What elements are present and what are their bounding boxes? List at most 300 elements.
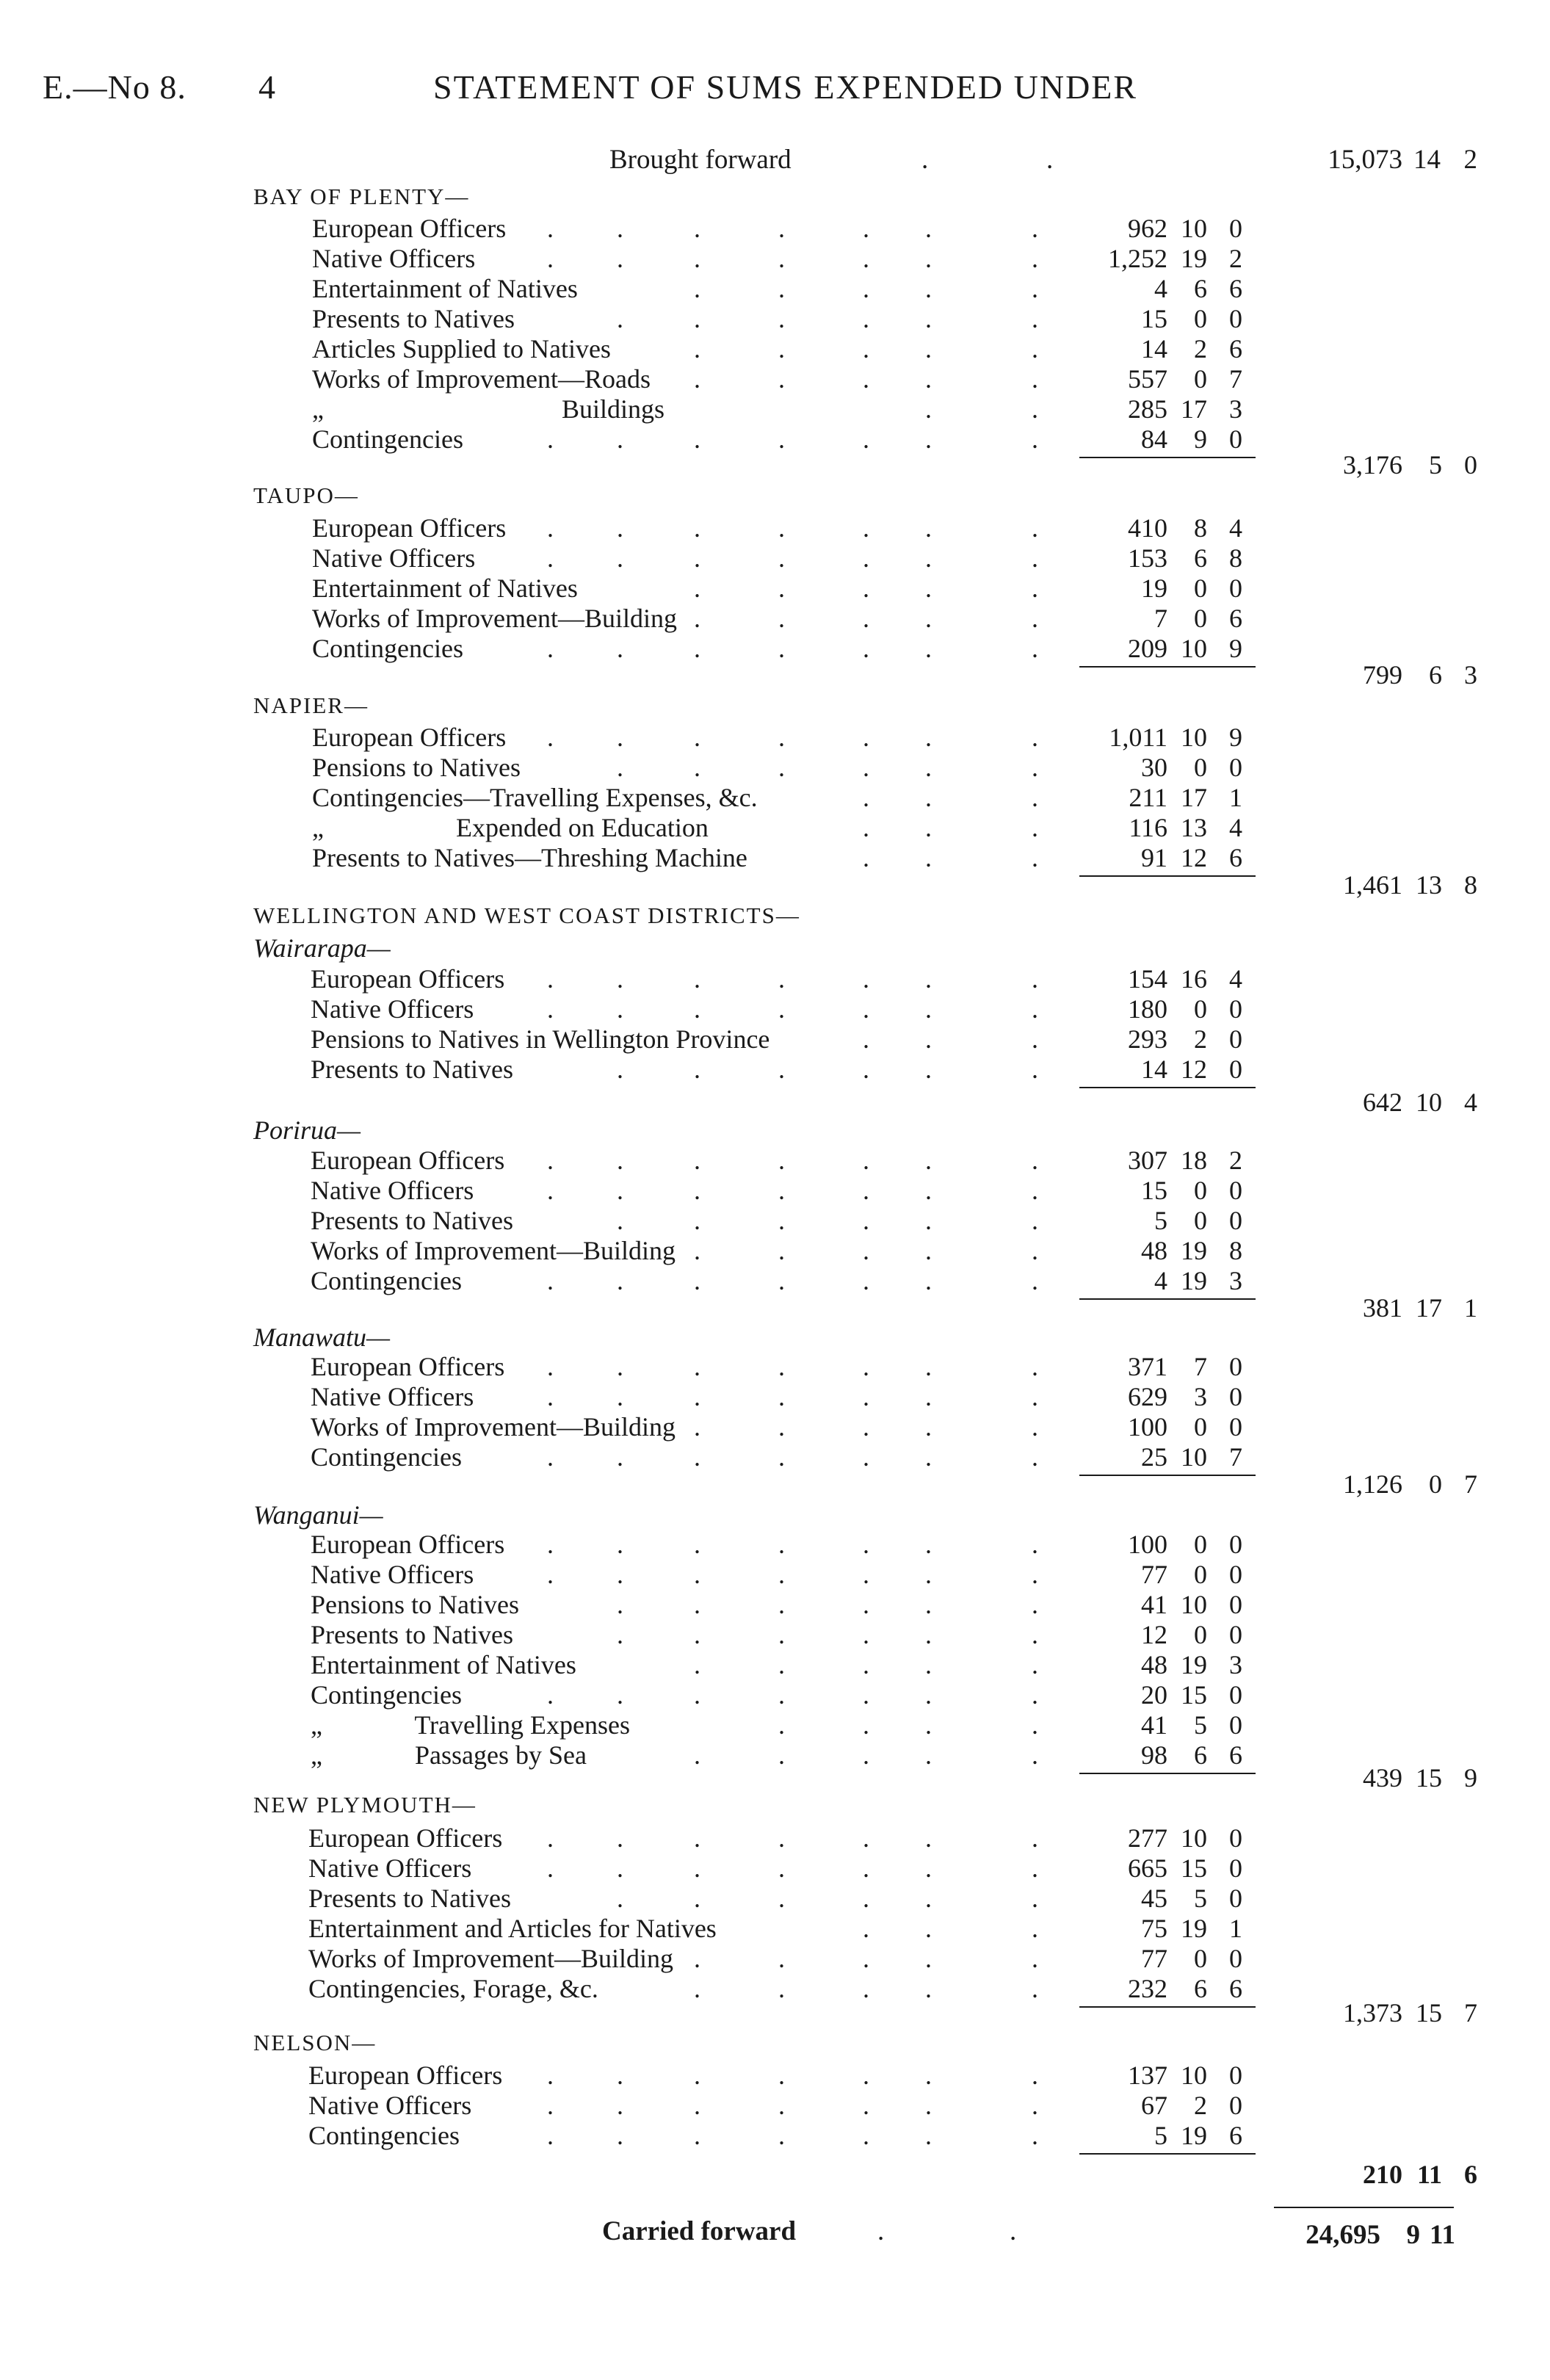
line-item-label: Works of Improvement—Building — [308, 1944, 674, 1973]
amount-pounds: 153 — [1128, 543, 1167, 573]
amount-pounds: 3,176 — [1343, 450, 1402, 480]
amount-shillings: 0 — [1429, 1469, 1442, 1499]
line-item-label: Native Officers — [312, 244, 476, 273]
leader-dot: . — [617, 513, 623, 543]
amount-pounds: 211 — [1129, 783, 1167, 812]
leader-dot: . — [617, 994, 623, 1024]
amount-pounds: 7 — [1154, 604, 1167, 633]
leader-dot: . — [694, 604, 700, 633]
leader-dot: . — [863, 1914, 869, 1943]
line-item-label: European Officers — [312, 513, 507, 543]
leader-dot: . — [863, 304, 869, 333]
amount-pence: 7 — [1229, 1442, 1242, 1472]
leader-dot: . — [1032, 1680, 1038, 1710]
amount-shillings: 10 — [1416, 1088, 1442, 1117]
leader-dot: . — [925, 843, 932, 872]
amount-pounds: 154 — [1128, 964, 1167, 994]
amount-pence: 6 — [1229, 274, 1242, 303]
leader-dot: . — [863, 1442, 869, 1472]
leader-dot: . — [617, 1680, 623, 1710]
amount-pence: 7 — [1229, 364, 1242, 394]
leader-dot: . — [694, 1442, 700, 1472]
amount-row — [0, 2090, 1550, 2120]
amount-pence: 0 — [1229, 574, 1242, 603]
amount-pence: 3 — [1229, 1650, 1242, 1679]
amount-shillings: 19 — [1181, 1266, 1207, 1295]
leader-dot: . — [925, 543, 932, 573]
amount-shillings: 19 — [1181, 244, 1207, 273]
amount-row — [0, 1235, 1550, 1265]
amount-pounds: 67 — [1141, 2091, 1167, 2120]
amount-shillings: 0 — [1194, 364, 1207, 394]
leader-dot: . — [694, 1650, 700, 1679]
line-item-label: Presents to Natives — [311, 1620, 513, 1649]
leader-dot: . — [617, 1884, 623, 1913]
amount-row — [0, 363, 1550, 394]
amount-pounds: 285 — [1128, 394, 1167, 424]
leader-dot: . — [694, 1055, 700, 1084]
leader-dot: . — [778, 1352, 785, 1381]
leader-dot: . — [778, 634, 785, 663]
line-item-label: „ Buildings — [312, 394, 665, 424]
amount-row — [0, 659, 1550, 690]
leader-dot: . — [863, 1412, 869, 1442]
leader-dot: . — [1032, 604, 1038, 633]
amount-pounds: 20 — [1141, 1680, 1167, 1710]
section-title: BAY OF PLENTY— — [253, 184, 470, 209]
amount-shillings: 7 — [1194, 1352, 1207, 1381]
leader-dot: . — [925, 1884, 932, 1913]
leader-dot: . — [925, 723, 932, 752]
amount-shillings: 0 — [1194, 1560, 1207, 1589]
amount-shillings: 2 — [1194, 334, 1207, 363]
leader-dot: . — [617, 964, 623, 994]
leader-dot: . — [1032, 783, 1038, 812]
leader-dot: . — [863, 634, 869, 663]
amount-shillings: 0 — [1194, 304, 1207, 333]
amount-row — [0, 752, 1550, 782]
leader-dot: . — [694, 334, 700, 363]
leader-dot: . — [1032, 1176, 1038, 1205]
amount-shillings: 8 — [1194, 513, 1207, 543]
leader-dot: . — [694, 964, 700, 994]
leader-dot: . — [694, 1944, 700, 1973]
amount-pounds: 293 — [1128, 1024, 1167, 1054]
leader-dot: . — [617, 1206, 623, 1235]
line-item-label: Contingencies — [308, 2121, 460, 2150]
leader-dot: . — [694, 513, 700, 543]
amount-shillings: 10 — [1181, 1823, 1207, 1853]
amount-row — [0, 1943, 1550, 1973]
leader-dot: . — [694, 2091, 700, 2120]
line-item-label: European Officers — [311, 1146, 505, 1175]
district-subtitle: Wairarapa— — [253, 933, 391, 963]
amount-pence: 0 — [1229, 1823, 1242, 1853]
amount-pence: 0 — [1229, 214, 1242, 243]
leader-dot: . — [925, 1944, 932, 1973]
leader-dot: . — [1032, 634, 1038, 663]
leader-dot: . — [925, 1823, 932, 1853]
amount-shillings: 3 — [1194, 1382, 1207, 1411]
amount-pence: 3 — [1229, 1266, 1242, 1295]
leader-dot: . — [863, 2091, 869, 2120]
line-item-label: Works of Improvement—Building — [311, 1236, 676, 1265]
amount-pence: 0 — [1229, 1352, 1242, 1381]
leader-dot: . — [863, 274, 869, 303]
leader-dot: . — [863, 1710, 869, 1740]
leader-dot: . — [925, 783, 932, 812]
leader-dot: . — [925, 1560, 932, 1589]
leader-dot: . — [1032, 1974, 1038, 2003]
amount-row — [0, 1175, 1550, 1205]
line-item-label: „ Expended on Education — [312, 813, 709, 842]
leader-dot: . — [694, 274, 700, 303]
leader-dot: . — [547, 1530, 554, 1559]
leader-dot: . — [778, 1560, 785, 1589]
line-item-label: European Officers — [311, 964, 505, 994]
amount-pounds: 75 — [1141, 1914, 1167, 1943]
line-item-label: „ Travelling Expenses — [311, 1710, 630, 1740]
amount-pounds: 77 — [1141, 1944, 1167, 1973]
leader-dot: . — [778, 1382, 785, 1411]
leader-dot: . — [778, 964, 785, 994]
leader-dot: . — [1032, 2091, 1038, 2120]
leader-dot: . — [863, 1024, 869, 1054]
leader-dot: . — [778, 543, 785, 573]
leader-dot: . — [694, 214, 700, 243]
district-subtitle: Manawatu— — [253, 1323, 391, 1352]
amount-pence: 0 — [1229, 1024, 1242, 1054]
amount-shillings: 13 — [1416, 870, 1442, 900]
leader-dot: . — [925, 364, 932, 394]
leader-dot: . — [925, 574, 932, 603]
amount-shillings: 19 — [1181, 1236, 1207, 1265]
amount-row — [0, 1292, 1550, 1323]
leader-dot: . — [617, 723, 623, 752]
amount-pounds: 210 — [1363, 2160, 1402, 2189]
leader-dot: . — [863, 1146, 869, 1175]
leader-dot: . — [863, 723, 869, 752]
leader-dot: . — [1046, 145, 1054, 175]
amount-pence: 0 — [1229, 304, 1242, 333]
leader-dot: . — [547, 1146, 554, 1175]
amount-row — [0, 1762, 1550, 1793]
leader-dot: . — [863, 1352, 869, 1381]
leader-dot: . — [925, 1650, 932, 1679]
leader-dot: . — [694, 1974, 700, 2003]
leader-dot: . — [778, 723, 785, 752]
amount-row — [0, 213, 1550, 243]
leader-dot: . — [778, 214, 785, 243]
amount-shillings: 6 — [1194, 1740, 1207, 1770]
leader-dot: . — [547, 1176, 554, 1205]
leader-dot: . — [778, 1206, 785, 1235]
leader-dot: . — [1032, 274, 1038, 303]
leader-dot: . — [1032, 304, 1038, 333]
amount-shillings: 0 — [1194, 1530, 1207, 1559]
leader-dot: . — [1032, 574, 1038, 603]
leader-dot: . — [1032, 1442, 1038, 1472]
amount-row — [0, 1619, 1550, 1649]
leader-dot: . — [778, 1620, 785, 1649]
amount-pounds: 116 — [1129, 813, 1167, 842]
amount-pounds: 137 — [1128, 2061, 1167, 2090]
amount-pence: 7 — [1464, 1469, 1477, 1499]
amount-pence: 9 — [1229, 634, 1242, 663]
brought-forward-label: Brought forward — [609, 145, 792, 175]
amount-row — [0, 1679, 1550, 1710]
amount-pence: 0 — [1229, 1680, 1242, 1710]
amount-pence: 6 — [1229, 1974, 1242, 2003]
leader-dot: . — [1032, 1884, 1038, 1913]
leader-dot: . — [1032, 1740, 1038, 1770]
amount-pence: 2 — [1229, 1146, 1242, 1175]
leader-dot: . — [925, 994, 932, 1024]
amount-pounds: 799 — [1363, 660, 1402, 690]
amount-row — [0, 782, 1550, 812]
leader-dot: . — [925, 244, 932, 273]
amount-shillings: 19 — [1181, 1914, 1207, 1943]
amount-pounds: 41 — [1141, 1590, 1167, 1619]
amount-row — [0, 1024, 1550, 1054]
leader-dot: . — [694, 753, 700, 782]
leader-dot: . — [863, 543, 869, 573]
line-item-label: Native Officers — [308, 2091, 472, 2120]
leader-dot: . — [925, 1853, 932, 1883]
leader-dot: . — [863, 1530, 869, 1559]
leader-dot: . — [1032, 513, 1038, 543]
amount-row — [0, 1883, 1550, 1913]
amount-pence: 0 — [1229, 424, 1242, 454]
amount-pounds: 14 — [1141, 334, 1167, 363]
leader-dot: . — [778, 1853, 785, 1883]
amount-row — [0, 303, 1550, 333]
leader-dot: . — [1032, 364, 1038, 394]
leader-dot: . — [863, 1206, 869, 1235]
amount-pounds: 439 — [1363, 1763, 1402, 1793]
amount-shillings: 15 — [1181, 1680, 1207, 1710]
leader-dot: . — [925, 2061, 932, 2090]
leader-dot: . — [694, 1146, 700, 1175]
leader-dot: . — [1032, 1590, 1038, 1619]
leader-dot: . — [547, 994, 554, 1024]
section-title: NAPIER— — [253, 692, 369, 718]
amount-row — [0, 633, 1550, 663]
amount-pence: 4 — [1229, 813, 1242, 842]
amount-shillings: 0 — [1194, 753, 1207, 782]
line-item-label: Presents to Natives—Threshing Machine — [312, 843, 747, 872]
line-item-label: Pensions to Natives — [311, 1590, 519, 1619]
amount-shillings: 10 — [1181, 214, 1207, 243]
amount-shillings: 10 — [1181, 1590, 1207, 1619]
leader-dot: . — [778, 1412, 785, 1442]
line-item-label: Works of Improvement—Roads — [312, 364, 651, 394]
amount-shillings: 2 — [1194, 1024, 1207, 1054]
cf-pounds: 24,695 — [1305, 2220, 1380, 2250]
leader-dot: . — [778, 1823, 785, 1853]
leader-dot: . — [547, 634, 554, 663]
leader-dot: . — [617, 1266, 623, 1295]
leader-dot: . — [617, 634, 623, 663]
amount-pence: 9 — [1464, 1763, 1477, 1793]
district-subtitle: Wanganui— — [253, 1500, 383, 1530]
amount-row — [0, 1442, 1550, 1472]
amount-pence: 4 — [1229, 513, 1242, 543]
leader-dot: . — [778, 1680, 785, 1710]
line-item-label: Presents to Natives — [308, 1884, 511, 1913]
document-code: E.—No 8. — [43, 68, 186, 106]
leader-dot: . — [863, 513, 869, 543]
leader-dot: . — [1032, 214, 1038, 243]
leader-dot: . — [863, 2121, 869, 2150]
amount-row — [0, 543, 1550, 573]
leader-dot: . — [694, 1560, 700, 1589]
amount-row — [0, 1411, 1550, 1442]
leader-dot: . — [778, 1442, 785, 1472]
amount-row — [0, 449, 1550, 480]
amount-pounds: 557 — [1128, 364, 1167, 394]
leader-dot: . — [778, 424, 785, 454]
line-item-label: Native Officers — [311, 1560, 474, 1589]
leader-dot: . — [925, 1236, 932, 1265]
amount-pounds: 12 — [1141, 1620, 1167, 1649]
amount-pence: 0 — [1229, 1560, 1242, 1589]
amount-row — [0, 573, 1550, 603]
leader-dot: . — [925, 214, 932, 243]
amount-row — [0, 812, 1550, 842]
leader-dot: . — [694, 304, 700, 333]
leader-dot: . — [778, 1266, 785, 1295]
leader-dot: . — [778, 1650, 785, 1679]
amount-pence: 8 — [1229, 1236, 1242, 1265]
amount-pence: 0 — [1229, 1884, 1242, 1913]
leader-dot: . — [547, 723, 554, 752]
amount-shillings: 0 — [1194, 1176, 1207, 1205]
line-item-label: European Officers — [312, 214, 507, 243]
leader-dot: . — [694, 1266, 700, 1295]
leader-dot: . — [694, 1853, 700, 1883]
line-item-label: European Officers — [308, 2061, 503, 2090]
amount-shillings: 17 — [1181, 394, 1207, 424]
amount-row — [0, 513, 1550, 543]
leader-dot: . — [694, 994, 700, 1024]
leader-dot: . — [1032, 964, 1038, 994]
leader-dot: . — [694, 2061, 700, 2090]
leader-dot: . — [694, 1823, 700, 1853]
amount-shillings: 12 — [1181, 1055, 1207, 1084]
leader-dot: . — [925, 1680, 932, 1710]
leader-dot: . — [1032, 1352, 1038, 1381]
leader-dot: . — [617, 424, 623, 454]
leader-dot: . — [778, 2091, 785, 2120]
bf-pence: 2 — [1463, 145, 1477, 175]
amount-row — [0, 1469, 1550, 1499]
amount-shillings: 6 — [1194, 1974, 1207, 2003]
leader-dot: . — [925, 1206, 932, 1235]
amount-pounds: 48 — [1141, 1650, 1167, 1679]
leader-dot: . — [617, 753, 623, 782]
leader-dot: . — [863, 2061, 869, 2090]
leader-dot: . — [1032, 813, 1038, 842]
leader-dot: . — [1032, 1944, 1038, 1973]
line-item-label: Contingencies — [311, 1680, 462, 1710]
line-item-label: Contingencies—Travelling Expenses, &c. — [312, 783, 758, 812]
leader-dot: . — [617, 1055, 623, 1084]
leader-dot: . — [778, 1055, 785, 1084]
leader-dot: . — [617, 1146, 623, 1175]
amount-pounds: 665 — [1128, 1853, 1167, 1883]
leader-dot: . — [694, 1412, 700, 1442]
line-item-label: Entertainment and Articles for Natives — [308, 1914, 717, 1943]
line-item-label: European Officers — [311, 1352, 505, 1381]
amount-pence: 0 — [1229, 1176, 1242, 1205]
amount-pounds: 98 — [1141, 1740, 1167, 1770]
amount-shillings: 19 — [1181, 2121, 1207, 2150]
amount-shillings: 19 — [1181, 1650, 1207, 1679]
leader-dot: . — [778, 994, 785, 1024]
leader-dot: . — [694, 1590, 700, 1619]
amount-shillings: 6 — [1194, 543, 1207, 573]
amount-pence: 0 — [1229, 1944, 1242, 1973]
line-item-label: European Officers — [308, 1823, 503, 1853]
leader-dot: . — [925, 1146, 932, 1175]
leader-dot: . — [925, 513, 932, 543]
leader-dot: . — [617, 2091, 623, 2120]
leader-dot: . — [925, 424, 932, 454]
amount-pounds: 1,252 — [1108, 244, 1167, 273]
leader-dot: . — [778, 1740, 785, 1770]
leader-dot: . — [863, 1884, 869, 1913]
leader-dot: . — [925, 2091, 932, 2120]
leader-dot: . — [863, 1944, 869, 1973]
leader-dot: . — [547, 1266, 554, 1295]
amount-pounds: 30 — [1141, 753, 1167, 782]
amount-pounds: 100 — [1128, 1530, 1167, 1559]
amount-shillings: 6 — [1429, 660, 1442, 690]
leader-dot: . — [925, 1382, 932, 1411]
leader-dot: . — [617, 2061, 623, 2090]
leader-dot: . — [694, 543, 700, 573]
amount-row — [0, 1823, 1550, 1853]
amount-pounds: 19 — [1141, 574, 1167, 603]
amount-pence: 0 — [1229, 1710, 1242, 1740]
leader-dot: . — [863, 604, 869, 633]
leader-dot: . — [547, 1853, 554, 1883]
amount-pence: 6 — [1229, 1740, 1242, 1770]
leader-dot: . — [863, 1620, 869, 1649]
amount-pence: 0 — [1229, 1530, 1242, 1559]
amount-row — [0, 2159, 1550, 2189]
amount-shillings: 15 — [1416, 1763, 1442, 1793]
leader-dot: . — [694, 1884, 700, 1913]
amount-pence: 3 — [1229, 394, 1242, 424]
leader-dot: . — [617, 1590, 623, 1619]
leader-dot: . — [1032, 1412, 1038, 1442]
line-item-label: Articles Supplied to Natives — [312, 334, 611, 363]
leader-dot: . — [547, 244, 554, 273]
leader-dot: . — [778, 1944, 785, 1973]
leader-dot: . — [547, 1680, 554, 1710]
leader-dot: . — [925, 1266, 932, 1295]
leader-dot: . — [925, 1710, 932, 1740]
leader-dot: . — [1032, 1530, 1038, 1559]
amount-row — [0, 994, 1550, 1024]
amount-row — [0, 1381, 1550, 1411]
leader-dot: . — [778, 1176, 785, 1205]
leader-dot: . — [1032, 244, 1038, 273]
amount-pounds: 180 — [1128, 994, 1167, 1024]
leader-dot: . — [547, 2121, 554, 2150]
